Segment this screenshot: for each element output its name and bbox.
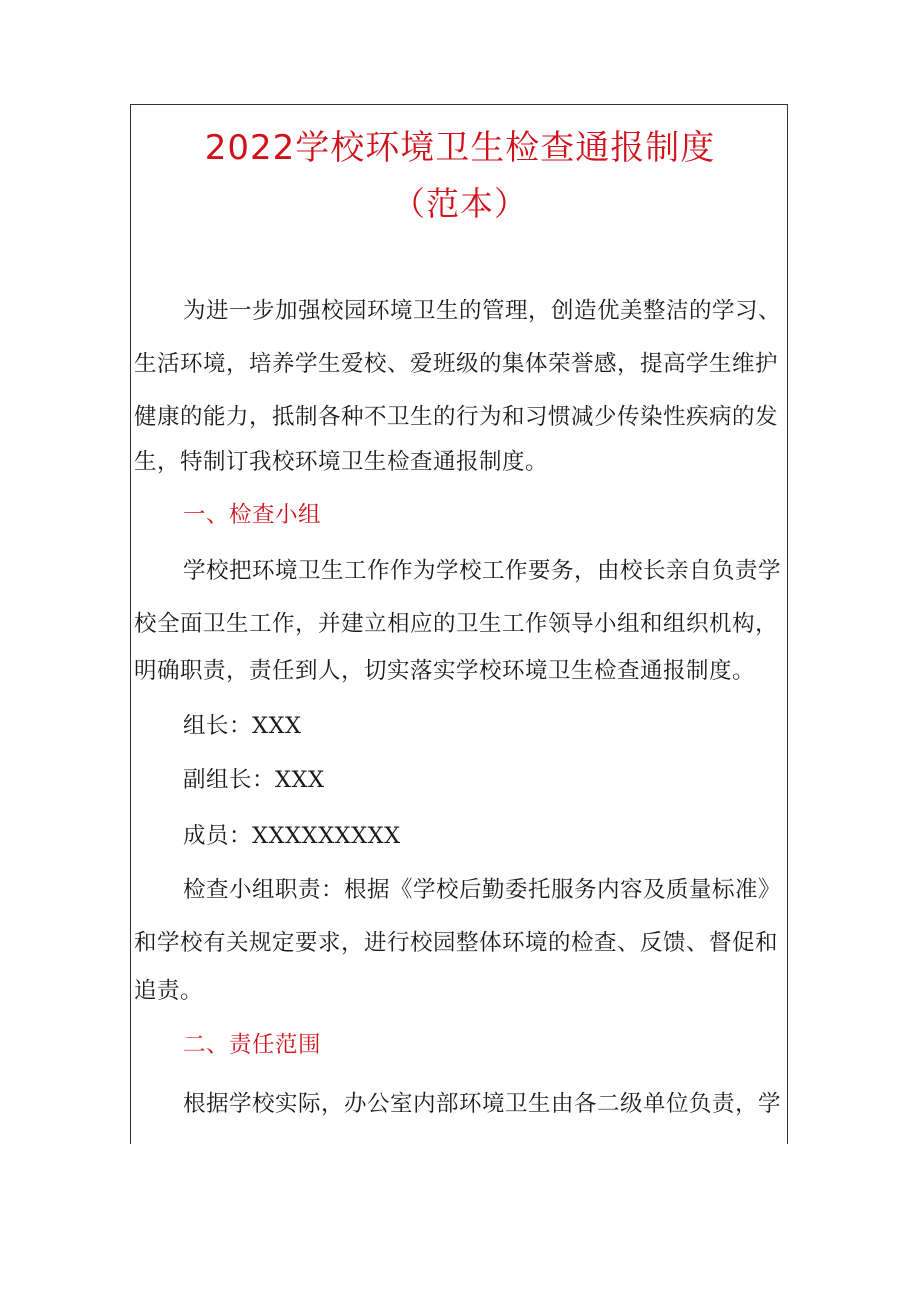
duties-line-3: 追责。 — [134, 978, 204, 1004]
intro-line-2: 生活环境，培养学生爱校、爱班级的集体荣誉感，提高学生维护 — [134, 351, 779, 377]
intro-line-4: 生，特制订我校环境卫生检查通报制度。 — [134, 449, 549, 475]
section-1-line-1: 学校把环境卫生工作作为学校工作要务，由校长亲自负责学 — [183, 558, 782, 584]
intro-line-1: 为进一步加强校园环境卫生的管理，创造优美整洁的学习、 — [183, 298, 782, 324]
duties-line-1: 检查小组职责：根据《学校后勤委托服务内容及质量标准》 — [183, 877, 782, 903]
section-1-line-2: 校全面卫生工作，并建立相应的卫生工作领导小组和组织机构， — [134, 611, 779, 637]
section-1-line-3: 明确职责，责任到人，切实落实学校环境卫生检查通报制度。 — [134, 658, 756, 684]
intro-line-3: 健康的能力，抵制各种不卫生的行为和习惯减少传染性疾病的发 — [134, 404, 779, 430]
leader-line: 组长：XXX — [183, 713, 302, 739]
members-line: 成员：XXXXXXXXX — [183, 823, 401, 849]
section-1-heading: 一、检查小组 — [183, 502, 322, 528]
duties-line-2: 和学校有关规定要求，进行校园整体环境的检查、反馈、督促和 — [134, 930, 779, 956]
document-subtitle: （范本） — [392, 184, 528, 223]
section-2-line-1: 根据学校实际，办公室内部环境卫生由各二级单位负责，学 — [183, 1091, 782, 1117]
deputy-leader-line: 副组长：XXX — [183, 767, 325, 793]
section-2-heading: 二、责任范围 — [183, 1032, 322, 1058]
document-title: 2022学校环境卫生检查通报制度 — [204, 128, 716, 168]
